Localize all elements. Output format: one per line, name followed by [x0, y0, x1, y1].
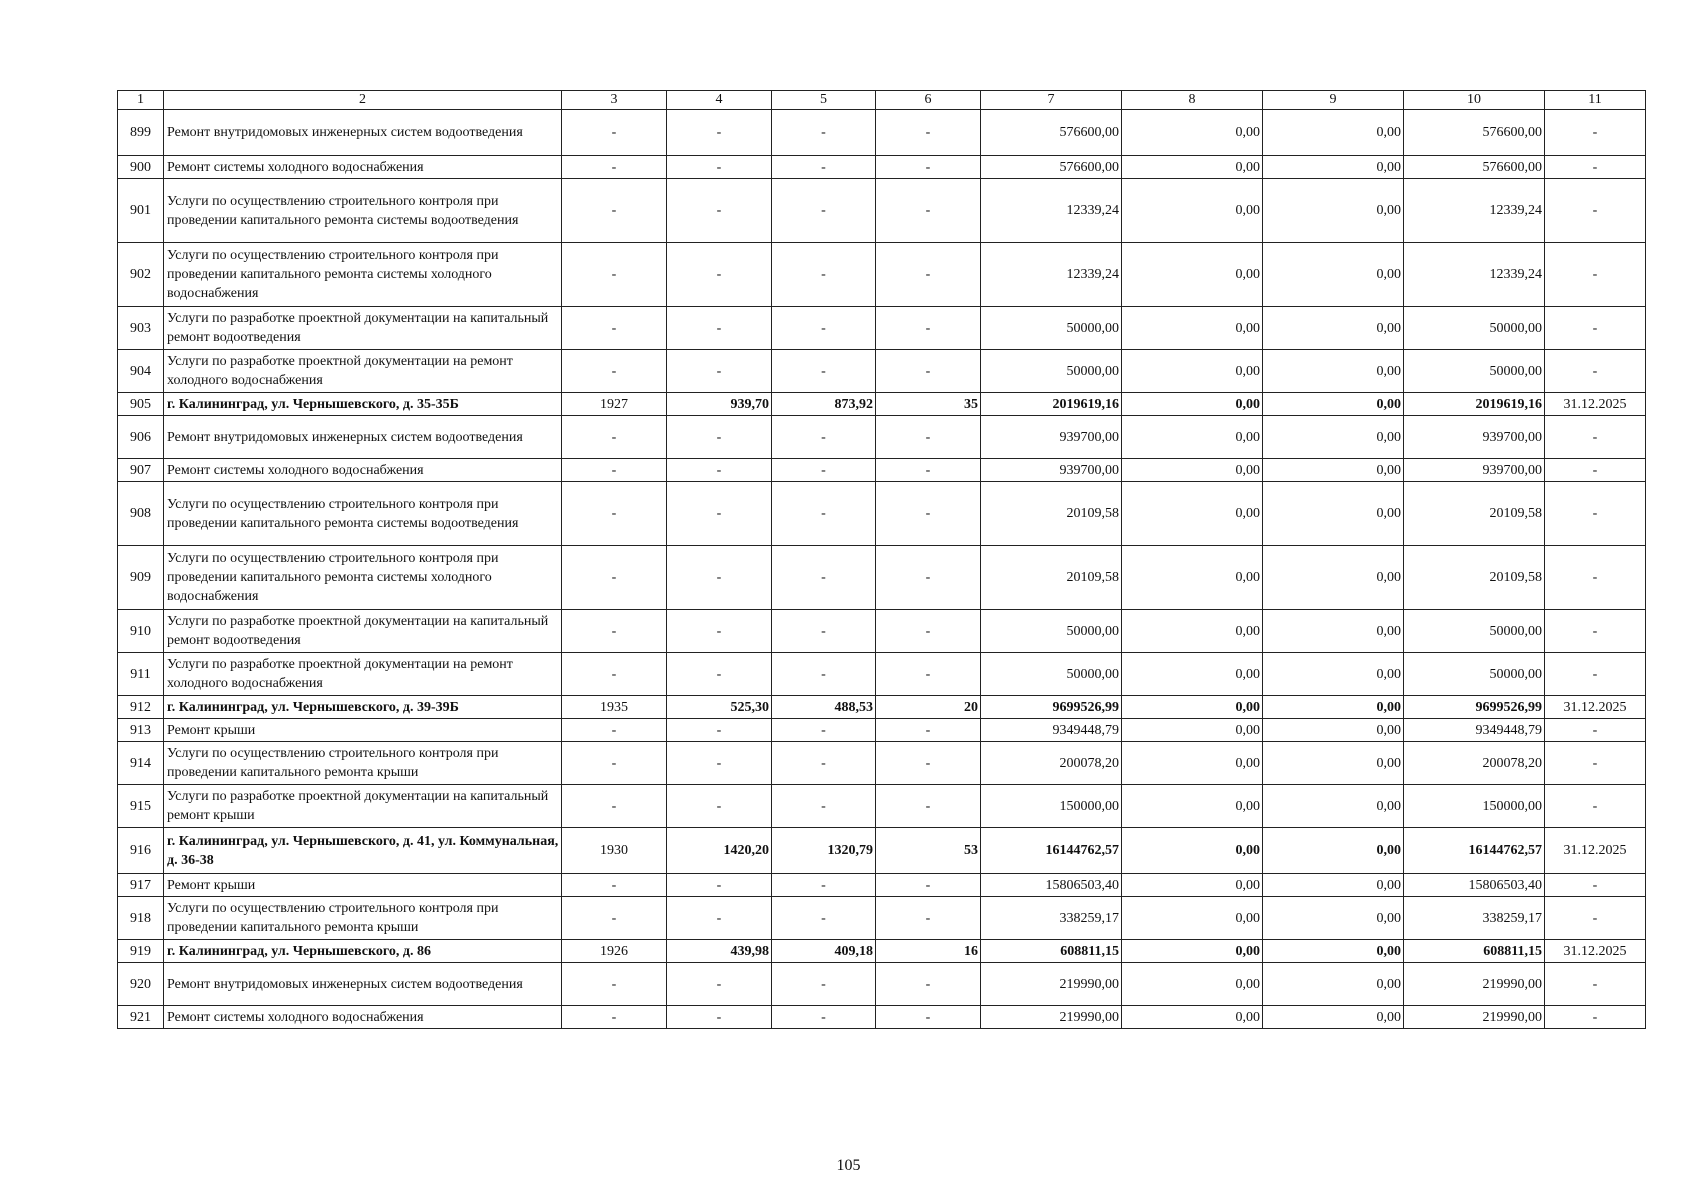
owner-funds: 50000,00 — [1404, 653, 1545, 696]
row-number: 900 — [118, 156, 164, 179]
build-year: - — [562, 179, 667, 243]
build-year: - — [562, 1006, 667, 1029]
work-item-row — [118, 963, 1646, 1006]
owner-funds: 200078,20 — [1404, 742, 1545, 785]
build-year: - — [562, 897, 667, 940]
total-cost: 15806503,40 — [981, 874, 1122, 897]
fund-share: 0,00 — [1122, 719, 1263, 742]
column-number: 5 — [772, 91, 876, 110]
total-area: - — [667, 610, 772, 653]
residents: - — [876, 897, 981, 940]
total-cost: 12339,24 — [981, 243, 1122, 307]
address-row — [118, 393, 1646, 416]
residents: 20 — [876, 696, 981, 719]
description: Услуги по осуществлению строительного контроля при проведении капитального ремонта системы водоотведения — [164, 482, 562, 546]
fund-share: 0,00 — [1122, 416, 1263, 459]
residents: - — [876, 742, 981, 785]
fund-share: 0,00 — [1122, 350, 1263, 393]
living-area: - — [772, 243, 876, 307]
column-number: 2 — [164, 91, 562, 110]
row-number: 920 — [118, 963, 164, 1006]
total-area: - — [667, 459, 772, 482]
living-area: - — [772, 785, 876, 828]
residents: - — [876, 350, 981, 393]
budget-share: 0,00 — [1263, 828, 1404, 874]
row-number: 913 — [118, 719, 164, 742]
fund-share: 0,00 — [1122, 179, 1263, 243]
row-number: 911 — [118, 653, 164, 696]
build-year: - — [562, 546, 667, 610]
owner-funds: 50000,00 — [1404, 610, 1545, 653]
total-cost: 2019619,16 — [981, 393, 1122, 416]
completion-date: - — [1545, 307, 1646, 350]
fund-share: 0,00 — [1122, 156, 1263, 179]
work-item-row — [118, 482, 1646, 546]
total-cost: 20109,58 — [981, 482, 1122, 546]
budget-share: 0,00 — [1263, 393, 1404, 416]
total-cost: 338259,17 — [981, 897, 1122, 940]
living-area: - — [772, 719, 876, 742]
completion-date: - — [1545, 610, 1646, 653]
completion-date: - — [1545, 110, 1646, 156]
completion-date: - — [1545, 785, 1646, 828]
description: Услуги по осуществлению строительного контроля при проведении капитального ремонта крыши — [164, 742, 562, 785]
total-cost: 50000,00 — [981, 350, 1122, 393]
build-year: 1927 — [562, 393, 667, 416]
total-area: - — [667, 719, 772, 742]
fund-share: 0,00 — [1122, 610, 1263, 653]
row-number: 906 — [118, 416, 164, 459]
row-number: 912 — [118, 696, 164, 719]
budget-share: 0,00 — [1263, 416, 1404, 459]
build-year: 1926 — [562, 940, 667, 963]
living-area: - — [772, 416, 876, 459]
fund-share: 0,00 — [1122, 874, 1263, 897]
total-area: - — [667, 350, 772, 393]
budget-share: 0,00 — [1263, 156, 1404, 179]
build-year: - — [562, 307, 667, 350]
total-cost: 20109,58 — [981, 546, 1122, 610]
owner-funds: 150000,00 — [1404, 785, 1545, 828]
fund-share: 0,00 — [1122, 742, 1263, 785]
total-area: - — [667, 785, 772, 828]
build-year: - — [562, 610, 667, 653]
column-number: 7 — [981, 91, 1122, 110]
budget-share: 0,00 — [1263, 459, 1404, 482]
total-area: - — [667, 110, 772, 156]
owner-funds: 608811,15 — [1404, 940, 1545, 963]
description: Ремонт системы холодного водоснабжения — [164, 459, 562, 482]
completion-date: 31.12.2025 — [1545, 696, 1646, 719]
fund-share: 0,00 — [1122, 897, 1263, 940]
budget-share: 0,00 — [1263, 874, 1404, 897]
total-cost: 16144762,57 — [981, 828, 1122, 874]
owner-funds: 939700,00 — [1404, 459, 1545, 482]
build-year: - — [562, 459, 667, 482]
address-row — [118, 696, 1646, 719]
residents: 16 — [876, 940, 981, 963]
total-area: - — [667, 897, 772, 940]
description: Услуги по разработке проектной документации на капитальный ремонт крыши — [164, 785, 562, 828]
completion-date: - — [1545, 653, 1646, 696]
owner-funds: 20109,58 — [1404, 482, 1545, 546]
work-item-row — [118, 785, 1646, 828]
residents: 53 — [876, 828, 981, 874]
work-item-row — [118, 610, 1646, 653]
living-area: - — [772, 110, 876, 156]
owner-funds: 16144762,57 — [1404, 828, 1545, 874]
fund-share: 0,00 — [1122, 243, 1263, 307]
description: Ремонт системы холодного водоснабжения — [164, 156, 562, 179]
residents: - — [876, 963, 981, 1006]
budget-share: 0,00 — [1263, 719, 1404, 742]
owner-funds: 12339,24 — [1404, 243, 1545, 307]
total-cost: 150000,00 — [981, 785, 1122, 828]
row-number: 899 — [118, 110, 164, 156]
total-area: - — [667, 1006, 772, 1029]
build-year: - — [562, 653, 667, 696]
work-item-row — [118, 243, 1646, 307]
total-area: - — [667, 179, 772, 243]
row-number: 907 — [118, 459, 164, 482]
column-number: 9 — [1263, 91, 1404, 110]
residents: - — [876, 110, 981, 156]
total-cost: 219990,00 — [981, 1006, 1122, 1029]
living-area: 873,92 — [772, 393, 876, 416]
total-area: 1420,20 — [667, 828, 772, 874]
description: Услуги по разработке проектной документации на капитальный ремонт водоотведения — [164, 610, 562, 653]
completion-date: 31.12.2025 — [1545, 828, 1646, 874]
total-area: - — [667, 307, 772, 350]
row-number: 921 — [118, 1006, 164, 1029]
fund-share: 0,00 — [1122, 828, 1263, 874]
description: Услуги по разработке проектной документации на ремонт холодного водоснабжения — [164, 350, 562, 393]
description: Ремонт внутридомовых инженерных систем водоотведения — [164, 963, 562, 1006]
total-area: - — [667, 874, 772, 897]
completion-date: - — [1545, 897, 1646, 940]
completion-date: - — [1545, 482, 1646, 546]
owner-funds: 9699526,99 — [1404, 696, 1545, 719]
column-number: 4 — [667, 91, 772, 110]
total-cost: 939700,00 — [981, 459, 1122, 482]
build-year: 1930 — [562, 828, 667, 874]
completion-date: - — [1545, 874, 1646, 897]
build-year: - — [562, 350, 667, 393]
build-year: - — [562, 156, 667, 179]
living-area: - — [772, 1006, 876, 1029]
table-body — [118, 110, 1646, 1029]
living-area: - — [772, 482, 876, 546]
completion-date: 31.12.2025 — [1545, 393, 1646, 416]
owner-funds: 939700,00 — [1404, 416, 1545, 459]
residents: - — [876, 156, 981, 179]
budget-share: 0,00 — [1263, 350, 1404, 393]
work-item-row — [118, 1006, 1646, 1029]
living-area: - — [772, 963, 876, 1006]
total-area: - — [667, 963, 772, 1006]
budget-share: 0,00 — [1263, 742, 1404, 785]
work-item-row — [118, 719, 1646, 742]
fund-share: 0,00 — [1122, 940, 1263, 963]
work-item-row — [118, 179, 1646, 243]
budget-share: 0,00 — [1263, 307, 1404, 350]
description: Услуги по осуществлению строительного контроля при проведении капитального ремонта системы водоотведения — [164, 179, 562, 243]
description: Ремонт системы холодного водоснабжения — [164, 1006, 562, 1029]
row-number: 901 — [118, 179, 164, 243]
total-area: - — [667, 416, 772, 459]
address-row — [118, 828, 1646, 874]
work-item-row — [118, 546, 1646, 610]
description: г. Калининград, ул. Чернышевского, д. 86 — [164, 940, 562, 963]
owner-funds: 338259,17 — [1404, 897, 1545, 940]
build-year: 1935 — [562, 696, 667, 719]
fund-share: 0,00 — [1122, 307, 1263, 350]
work-item-row — [118, 416, 1646, 459]
description: Услуги по осуществлению строительного контроля при проведении капитального ремонта системы холодного водоснабжения — [164, 546, 562, 610]
description: Услуги по разработке проектной документации на ремонт холодного водоснабжения — [164, 653, 562, 696]
budget-share: 0,00 — [1263, 610, 1404, 653]
row-number: 904 — [118, 350, 164, 393]
owner-funds: 219990,00 — [1404, 963, 1545, 1006]
owner-funds: 576600,00 — [1404, 110, 1545, 156]
total-cost: 12339,24 — [981, 179, 1122, 243]
address-row — [118, 940, 1646, 963]
row-number: 905 — [118, 393, 164, 416]
description: г. Калининград, ул. Чернышевского, д. 41, ул. Коммунальная, д. 36-38 — [164, 828, 562, 874]
fund-share: 0,00 — [1122, 546, 1263, 610]
fund-share: 0,00 — [1122, 459, 1263, 482]
residents: - — [876, 179, 981, 243]
column-number: 8 — [1122, 91, 1263, 110]
row-number: 910 — [118, 610, 164, 653]
residents: - — [876, 874, 981, 897]
total-area: - — [667, 482, 772, 546]
row-number: 908 — [118, 482, 164, 546]
living-area: - — [772, 897, 876, 940]
total-cost: 9699526,99 — [981, 696, 1122, 719]
total-area: - — [667, 742, 772, 785]
row-number: 918 — [118, 897, 164, 940]
row-number: 909 — [118, 546, 164, 610]
build-year: - — [562, 482, 667, 546]
description: Ремонт крыши — [164, 719, 562, 742]
description: Услуги по осуществлению строительного контроля при проведении капитального ремонта системы холодного водоснабжения — [164, 243, 562, 307]
description: г. Калининград, ул. Чернышевского, д. 35-35Б — [164, 393, 562, 416]
owner-funds: 12339,24 — [1404, 179, 1545, 243]
work-item-row — [118, 110, 1646, 156]
residents: - — [876, 459, 981, 482]
fund-share: 0,00 — [1122, 1006, 1263, 1029]
fund-share: 0,00 — [1122, 482, 1263, 546]
column-number: 3 — [562, 91, 667, 110]
work-item-row — [118, 307, 1646, 350]
total-area: - — [667, 653, 772, 696]
owner-funds: 50000,00 — [1404, 307, 1545, 350]
work-item-row — [118, 874, 1646, 897]
completion-date: - — [1545, 719, 1646, 742]
completion-date: - — [1545, 546, 1646, 610]
completion-date: - — [1545, 350, 1646, 393]
build-year: - — [562, 719, 667, 742]
total-cost: 200078,20 — [981, 742, 1122, 785]
owner-funds: 20109,58 — [1404, 546, 1545, 610]
residents: - — [876, 785, 981, 828]
column-number: 11 — [1545, 91, 1646, 110]
owner-funds: 2019619,16 — [1404, 393, 1545, 416]
description: Услуги по осуществлению строительного контроля при проведении капитального ремонта крыши — [164, 897, 562, 940]
build-year: - — [562, 243, 667, 307]
residents: - — [876, 1006, 981, 1029]
residents: - — [876, 719, 981, 742]
budget-share: 0,00 — [1263, 897, 1404, 940]
column-number: 6 — [876, 91, 981, 110]
living-area: - — [772, 610, 876, 653]
completion-date: - — [1545, 243, 1646, 307]
living-area: - — [772, 874, 876, 897]
living-area: - — [772, 546, 876, 610]
owner-funds: 219990,00 — [1404, 1006, 1545, 1029]
budget-share: 0,00 — [1263, 963, 1404, 1006]
completion-date: 31.12.2025 — [1545, 940, 1646, 963]
fund-share: 0,00 — [1122, 110, 1263, 156]
residents: - — [876, 482, 981, 546]
living-area: - — [772, 653, 876, 696]
build-year: - — [562, 874, 667, 897]
build-year: - — [562, 963, 667, 1006]
row-number: 914 — [118, 742, 164, 785]
budget-share: 0,00 — [1263, 653, 1404, 696]
row-number: 917 — [118, 874, 164, 897]
total-cost: 50000,00 — [981, 653, 1122, 696]
total-area: - — [667, 243, 772, 307]
living-area: 488,53 — [772, 696, 876, 719]
description: Ремонт крыши — [164, 874, 562, 897]
build-year: - — [562, 785, 667, 828]
budget-share: 0,00 — [1263, 940, 1404, 963]
total-area: 525,30 — [667, 696, 772, 719]
build-year: - — [562, 110, 667, 156]
completion-date: - — [1545, 742, 1646, 785]
data-table — [117, 90, 1646, 1029]
row-number: 903 — [118, 307, 164, 350]
total-cost: 9349448,79 — [981, 719, 1122, 742]
living-area: - — [772, 350, 876, 393]
fund-share: 0,00 — [1122, 963, 1263, 1006]
completion-date: - — [1545, 459, 1646, 482]
fund-share: 0,00 — [1122, 393, 1263, 416]
work-item-row — [118, 742, 1646, 785]
fund-share: 0,00 — [1122, 653, 1263, 696]
living-area: 1320,79 — [772, 828, 876, 874]
build-year: - — [562, 742, 667, 785]
residents: - — [876, 307, 981, 350]
residents: - — [876, 653, 981, 696]
budget-share: 0,00 — [1263, 482, 1404, 546]
total-area: - — [667, 156, 772, 179]
living-area: - — [772, 459, 876, 482]
total-cost: 219990,00 — [981, 963, 1122, 1006]
header-row — [118, 91, 1646, 110]
build-year: - — [562, 416, 667, 459]
budget-share: 0,00 — [1263, 546, 1404, 610]
total-area: - — [667, 546, 772, 610]
work-item-row — [118, 350, 1646, 393]
total-cost: 50000,00 — [981, 610, 1122, 653]
living-area: 409,18 — [772, 940, 876, 963]
living-area: - — [772, 179, 876, 243]
completion-date: - — [1545, 179, 1646, 243]
owner-funds: 576600,00 — [1404, 156, 1545, 179]
work-item-row — [118, 653, 1646, 696]
budget-share: 0,00 — [1263, 696, 1404, 719]
total-cost: 608811,15 — [981, 940, 1122, 963]
living-area: - — [772, 307, 876, 350]
column-number: 1 — [118, 91, 164, 110]
work-item-row — [118, 156, 1646, 179]
owner-funds: 9349448,79 — [1404, 719, 1545, 742]
description: Ремонт внутридомовых инженерных систем водоотведения — [164, 110, 562, 156]
description: г. Калининград, ул. Чернышевского, д. 39-39Б — [164, 696, 562, 719]
description: Услуги по разработке проектной документации на капитальный ремонт водоотведения — [164, 307, 562, 350]
residents: 35 — [876, 393, 981, 416]
row-number: 902 — [118, 243, 164, 307]
row-number: 919 — [118, 940, 164, 963]
residents: - — [876, 243, 981, 307]
owner-funds: 15806503,40 — [1404, 874, 1545, 897]
living-area: - — [772, 742, 876, 785]
budget-share: 0,00 — [1263, 243, 1404, 307]
residents: - — [876, 610, 981, 653]
fund-share: 0,00 — [1122, 785, 1263, 828]
owner-funds: 50000,00 — [1404, 350, 1545, 393]
budget-share: 0,00 — [1263, 1006, 1404, 1029]
living-area: - — [772, 156, 876, 179]
residents: - — [876, 546, 981, 610]
total-area: 939,70 — [667, 393, 772, 416]
row-number: 915 — [118, 785, 164, 828]
completion-date: - — [1545, 156, 1646, 179]
total-cost: 576600,00 — [981, 110, 1122, 156]
total-cost: 50000,00 — [981, 307, 1122, 350]
row-number: 916 — [118, 828, 164, 874]
fund-share: 0,00 — [1122, 696, 1263, 719]
completion-date: - — [1545, 1006, 1646, 1029]
budget-share: 0,00 — [1263, 110, 1404, 156]
column-number: 10 — [1404, 91, 1545, 110]
budget-share: 0,00 — [1263, 785, 1404, 828]
page-number: 105 — [836, 1157, 861, 1174]
completion-date: - — [1545, 416, 1646, 459]
description: Ремонт внутридомовых инженерных систем водоотведения — [164, 416, 562, 459]
budget-share: 0,00 — [1263, 179, 1404, 243]
completion-date: - — [1545, 963, 1646, 1006]
work-item-row — [118, 459, 1646, 482]
total-cost: 939700,00 — [981, 416, 1122, 459]
total-area: 439,98 — [667, 940, 772, 963]
work-item-row — [118, 897, 1646, 940]
total-cost: 576600,00 — [981, 156, 1122, 179]
residents: - — [876, 416, 981, 459]
